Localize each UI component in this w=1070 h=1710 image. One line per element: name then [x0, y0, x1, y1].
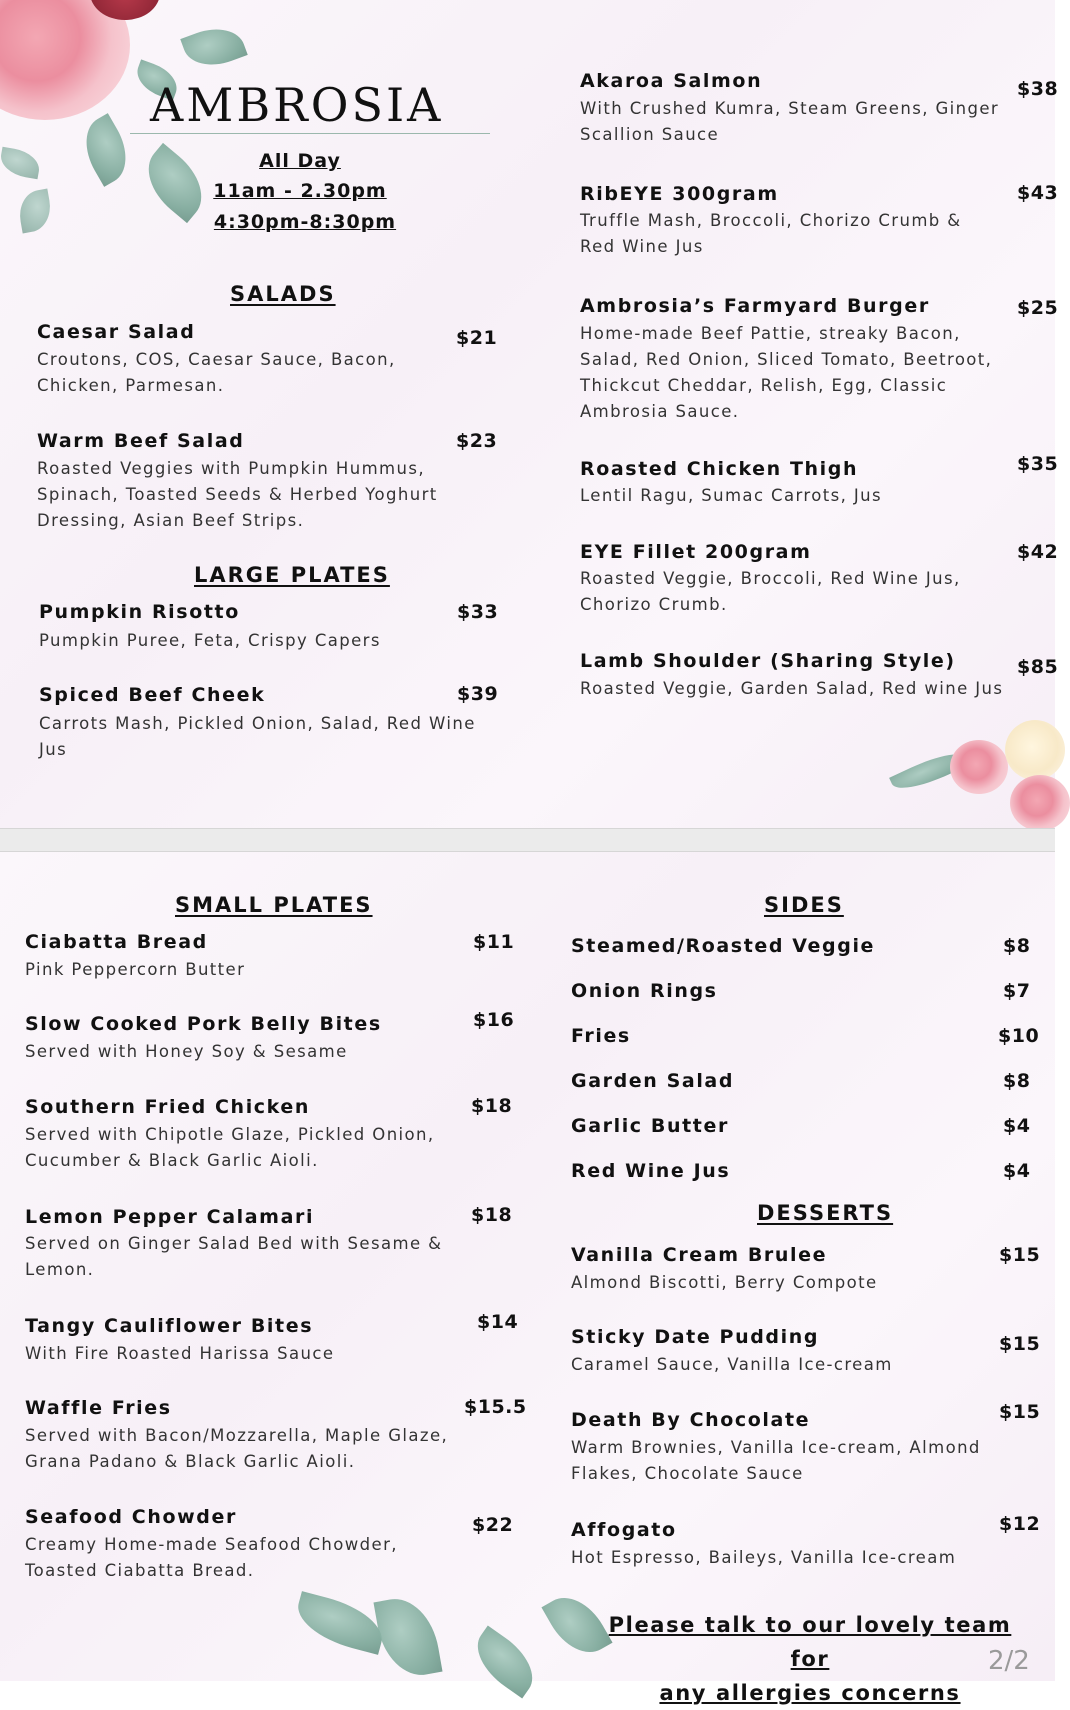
- item-name: Red Wine Jus: [571, 1160, 731, 1182]
- item-name: EYE Fillet 200gram: [580, 541, 812, 563]
- item-name: Roasted Chicken Thigh: [580, 458, 859, 480]
- item-name: Slow Cooked Pork Belly Bites: [25, 1013, 382, 1035]
- menu-page-1: [0, 0, 1059, 828]
- item-name: Onion Rings: [571, 980, 718, 1002]
- item-price: $12: [999, 1513, 1041, 1535]
- item-description: Served with Honey Soy & Sesame: [25, 1042, 348, 1061]
- section-heading-small-plates: SMALL PLATES: [175, 893, 373, 917]
- item-price: $18: [471, 1204, 513, 1226]
- eucalyptus-leaf-icon: [0, 147, 42, 180]
- item-name: Garlic Butter: [571, 1115, 729, 1137]
- item-price: $15: [999, 1401, 1041, 1423]
- eucalyptus-leaf-icon: [373, 1593, 442, 1682]
- item-price: $85: [1017, 656, 1059, 678]
- item-price: $10: [998, 1025, 1040, 1047]
- hours-all-day: All Day: [259, 150, 341, 172]
- item-description: Served with Bacon/Mozzarella, Maple Glaze, Grana Padano & Black Garlic Aioli.: [25, 1426, 449, 1471]
- section-heading-sides: SIDES: [764, 893, 844, 917]
- title-divider: [130, 133, 490, 134]
- item-description: With Fire Roasted Harissa Sauce: [25, 1344, 335, 1363]
- section-heading-salads: SALADS: [230, 282, 336, 306]
- item-price: $42: [1017, 541, 1059, 563]
- item-price: $39: [457, 683, 499, 705]
- item-description: Almond Biscotti, Berry Compote: [571, 1273, 878, 1292]
- rose-icon: [1005, 720, 1065, 780]
- item-name: Waffle Fries: [25, 1397, 172, 1419]
- page-divider: [0, 828, 1055, 852]
- item-name: Lamb Shoulder (Sharing Style): [580, 650, 956, 672]
- item-name: Spiced Beef Cheek: [39, 684, 266, 706]
- item-price: $4: [1003, 1115, 1031, 1137]
- item-description: Home-made Beef Pattie, streaky Bacon, Salad, Red Onion, Sliced Tomato, Beetroot, Thickcut Cheddar, Relish, Egg, Classic Ambrosia Sauce.: [580, 324, 993, 421]
- item-name: Ambrosia’s Farmyard Burger: [580, 295, 930, 317]
- item-name: RibEYE 300gram: [580, 183, 779, 205]
- item-description: Warm Brownies, Vanilla Ice-cream, Almond Flakes, Chocolate Sauce: [571, 1438, 981, 1483]
- item-price: $15.5: [464, 1396, 527, 1418]
- hours-lunch: 11am - 2.30pm: [213, 180, 387, 202]
- item-description: Carrots Mash, Pickled Onion, Salad, Red Wine Jus: [39, 714, 476, 759]
- item-description: Served on Ginger Salad Bed with Sesame & Lemon.: [25, 1234, 443, 1279]
- item-name: Affogato: [571, 1519, 677, 1541]
- item-description: Lentil Ragu, Sumac Carrots, Jus: [580, 486, 882, 505]
- item-price: $35: [1017, 453, 1059, 475]
- allergy-note-line-1: Please talk to our lovely team for: [608, 1613, 1012, 1671]
- rose-icon: [950, 740, 1008, 794]
- item-name: Steamed/Roasted Veggie: [571, 935, 876, 957]
- item-description: Croutons, COS, Caesar Sauce, Bacon, Chicken, Parmesan.: [37, 350, 396, 395]
- item-name: Caesar Salad: [37, 321, 196, 343]
- item-description: Truffle Mash, Broccoli, Chorizo Crumb & Red Wine Jus: [580, 211, 962, 256]
- item-description: Roasted Veggies with Pumpkin Hummus, Spinach, Toasted Seeds & Herbed Yoghurt Dressing, Asian Beef Strips.: [37, 459, 438, 530]
- item-price: $16: [473, 1009, 515, 1031]
- hours-dinner: 4:30pm-8:30pm: [213, 211, 397, 233]
- item-description: Hot Espresso, Baileys, Vanilla Ice-cream: [571, 1548, 957, 1567]
- item-price: $21: [456, 327, 498, 349]
- item-price: $8: [1003, 935, 1031, 957]
- item-price: $8: [1003, 1070, 1031, 1092]
- item-price: $25: [1017, 297, 1059, 319]
- eucalyptus-leaf-icon: [291, 1591, 389, 1655]
- item-description: Caramel Sauce, Vanilla Ice-cream: [571, 1355, 893, 1374]
- item-price: $33: [457, 601, 499, 623]
- item-name: Ciabatta Bread: [25, 931, 208, 953]
- allergy-note-line-2: any allergies concerns: [659, 1681, 961, 1705]
- item-price: $15: [999, 1333, 1041, 1355]
- rose-icon: [1010, 775, 1070, 831]
- item-price: $11: [473, 931, 515, 953]
- item-name: Sticky Date Pudding: [571, 1326, 820, 1348]
- item-name: Vanilla Cream Brulee: [571, 1244, 828, 1266]
- section-heading-large-plates: LARGE PLATES: [194, 563, 390, 587]
- item-price: $14: [477, 1311, 519, 1333]
- item-name: Warm Beef Salad: [37, 430, 245, 452]
- restaurant-name: AMBROSIA: [150, 78, 444, 132]
- item-name: Death By Chocolate: [571, 1409, 811, 1431]
- item-price: $43: [1017, 182, 1059, 204]
- item-description: Roasted Veggie, Broccoli, Red Wine Jus, Chorizo Crumb.: [580, 569, 961, 614]
- item-price: $18: [471, 1095, 513, 1117]
- item-price: $38: [1017, 78, 1059, 100]
- item-description: Creamy Home-made Seafood Chowder, Toasted Ciabatta Bread.: [25, 1535, 398, 1580]
- page-indicator: 2/2: [988, 1646, 1030, 1676]
- item-description: Served with Chipotle Glaze, Pickled Onion, Cucumber & Black Garlic Aioli.: [25, 1125, 435, 1170]
- rose-icon: [0, 0, 130, 120]
- item-name: Fries: [571, 1025, 631, 1047]
- item-name: Seafood Chowder: [25, 1506, 237, 1528]
- item-name: Tangy Cauliflower Bites: [25, 1315, 314, 1337]
- item-name: Pumpkin Risotto: [39, 601, 240, 623]
- item-name: Garden Salad: [571, 1070, 735, 1092]
- item-description: Pumpkin Puree, Feta, Crispy Capers: [39, 631, 381, 650]
- item-price: $7: [1003, 980, 1031, 1002]
- item-price: $4: [1003, 1160, 1031, 1182]
- item-price: $15: [999, 1244, 1041, 1266]
- eucalyptus-leaf-icon: [180, 19, 247, 75]
- eucalyptus-leaf-icon: [465, 1626, 545, 1699]
- section-heading-desserts: DESSERTS: [757, 1201, 894, 1225]
- eucalyptus-leaf-icon: [16, 189, 54, 234]
- item-name: Lemon Pepper Calamari: [25, 1206, 315, 1228]
- item-price: $23: [456, 430, 498, 452]
- item-description: With Crushed Kumra, Steam Greens, Ginger Scallion Sauce: [580, 99, 1000, 144]
- item-price: $22: [472, 1514, 514, 1536]
- eucalyptus-leaf-icon: [73, 113, 139, 187]
- item-description: Pink Peppercorn Butter: [25, 960, 246, 979]
- allergy-note: [585, 1608, 1035, 1710]
- item-name: Akaroa Salmon: [580, 70, 763, 92]
- menu-page-2: [0, 852, 1055, 1705]
- item-name: Southern Fried Chicken: [25, 1096, 311, 1118]
- item-description: Roasted Veggie, Garden Salad, Red wine Jus: [580, 679, 1004, 698]
